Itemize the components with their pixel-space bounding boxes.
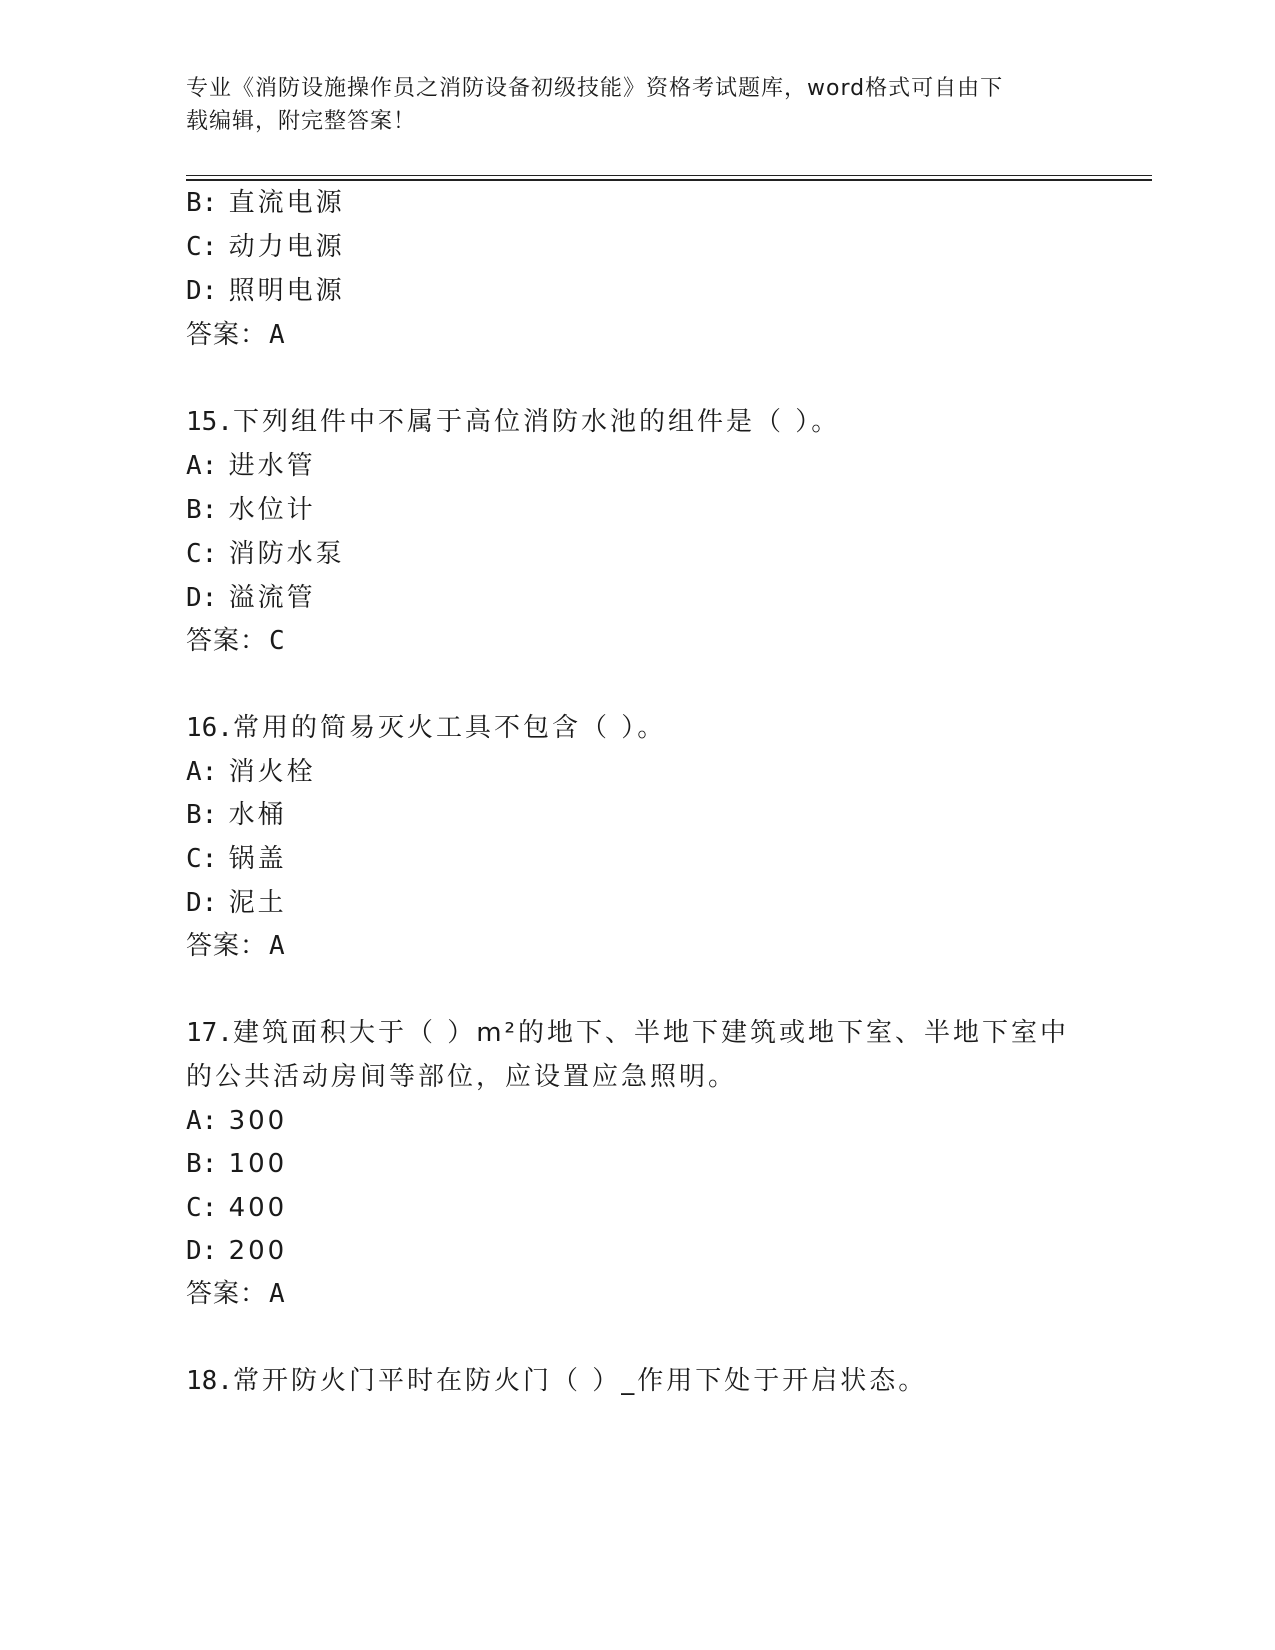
answer-value: A xyxy=(269,1279,286,1309)
question-number: 16. xyxy=(186,713,233,743)
option-text: 消防水泵 xyxy=(228,539,345,569)
answer-value: A xyxy=(269,320,286,350)
answer-label: 答案： xyxy=(186,1279,268,1309)
option-b xyxy=(186,493,316,527)
option-text: 水桶 xyxy=(228,800,287,830)
question-text: 建筑面积大于（ ）m²的地下、半地下建筑或地下室、半地下室中 xyxy=(232,1018,1069,1048)
option-d xyxy=(186,274,345,308)
answer-value: C xyxy=(269,626,286,656)
question-stem xyxy=(186,1364,927,1398)
option-label: C: xyxy=(186,232,218,262)
option-text: 动力电源 xyxy=(228,232,345,262)
question-text: 常用的简易灭火工具不包含（ ）。 xyxy=(232,713,667,743)
option-text: 照明电源 xyxy=(228,276,345,306)
option-text: 300 xyxy=(228,1106,288,1136)
option-text: 100 xyxy=(228,1149,288,1179)
option-label: B: xyxy=(186,495,218,525)
question-text: 下列组件中不属于高位消防水池的组件是（ ）。 xyxy=(232,407,841,437)
question-stem xyxy=(186,711,666,745)
answer-line xyxy=(186,624,286,658)
option-d xyxy=(186,1234,287,1268)
option-c xyxy=(186,842,287,876)
option-text: 400 xyxy=(228,1193,288,1223)
option-d xyxy=(186,886,287,920)
answer-value: A xyxy=(269,931,286,961)
option-label: A: xyxy=(186,451,218,481)
option-b xyxy=(186,798,287,832)
option-label: B: xyxy=(186,1149,218,1179)
option-b xyxy=(186,186,345,220)
answer-label: 答案： xyxy=(186,931,268,961)
option-text: 泥土 xyxy=(228,888,287,918)
option-label: C: xyxy=(186,539,218,569)
option-c xyxy=(186,1191,287,1225)
option-label: A: xyxy=(186,757,218,787)
option-label: D: xyxy=(186,276,218,306)
option-a xyxy=(186,449,316,483)
question-stem xyxy=(186,405,840,439)
question-stem-continued xyxy=(186,1060,737,1094)
option-label: A: xyxy=(186,1106,218,1136)
option-text: 进水管 xyxy=(228,451,316,481)
option-b xyxy=(186,1147,287,1181)
answer-line xyxy=(186,929,286,963)
document-header xyxy=(186,72,1066,138)
question-number: 15. xyxy=(186,407,233,437)
question-stem xyxy=(186,1016,1069,1050)
option-label: B: xyxy=(186,188,218,218)
option-text: 水位计 xyxy=(228,495,316,525)
question-text: 的公共活动房间等部位，应设置应急照明。 xyxy=(186,1062,738,1092)
option-label: D: xyxy=(186,583,218,613)
header-divider-thick xyxy=(186,179,1152,181)
answer-label: 答案： xyxy=(186,320,268,350)
option-a xyxy=(186,755,316,789)
header-divider-thin xyxy=(186,175,1152,176)
option-text: 溢流管 xyxy=(228,583,316,613)
question-number: 17. xyxy=(186,1018,233,1048)
option-label: D: xyxy=(186,888,218,918)
option-text: 锅盖 xyxy=(228,844,287,874)
question-number: 18. xyxy=(186,1366,233,1396)
header-line-1: 专业《消防设施操作员之消防设备初级技能》资格考试题库，word格式可自由下 xyxy=(186,76,1004,101)
option-label: D: xyxy=(186,1236,218,1266)
answer-label: 答案： xyxy=(186,626,268,656)
option-d xyxy=(186,581,316,615)
option-label: C: xyxy=(186,1193,218,1223)
option-c xyxy=(186,537,345,571)
option-c xyxy=(186,230,345,264)
answer-line xyxy=(186,1277,286,1311)
option-text: 200 xyxy=(228,1236,288,1266)
option-text: 消火栓 xyxy=(228,757,316,787)
option-label: B: xyxy=(186,800,218,830)
option-text: 直流电源 xyxy=(228,188,345,218)
header-line-2: 载编辑，附完整答案！ xyxy=(186,109,417,134)
option-label: C: xyxy=(186,844,218,874)
question-text: 常开防火门平时在防火门（ ）_作用下处于开启状态。 xyxy=(232,1366,928,1396)
answer-line xyxy=(186,318,286,352)
option-a xyxy=(186,1104,287,1138)
